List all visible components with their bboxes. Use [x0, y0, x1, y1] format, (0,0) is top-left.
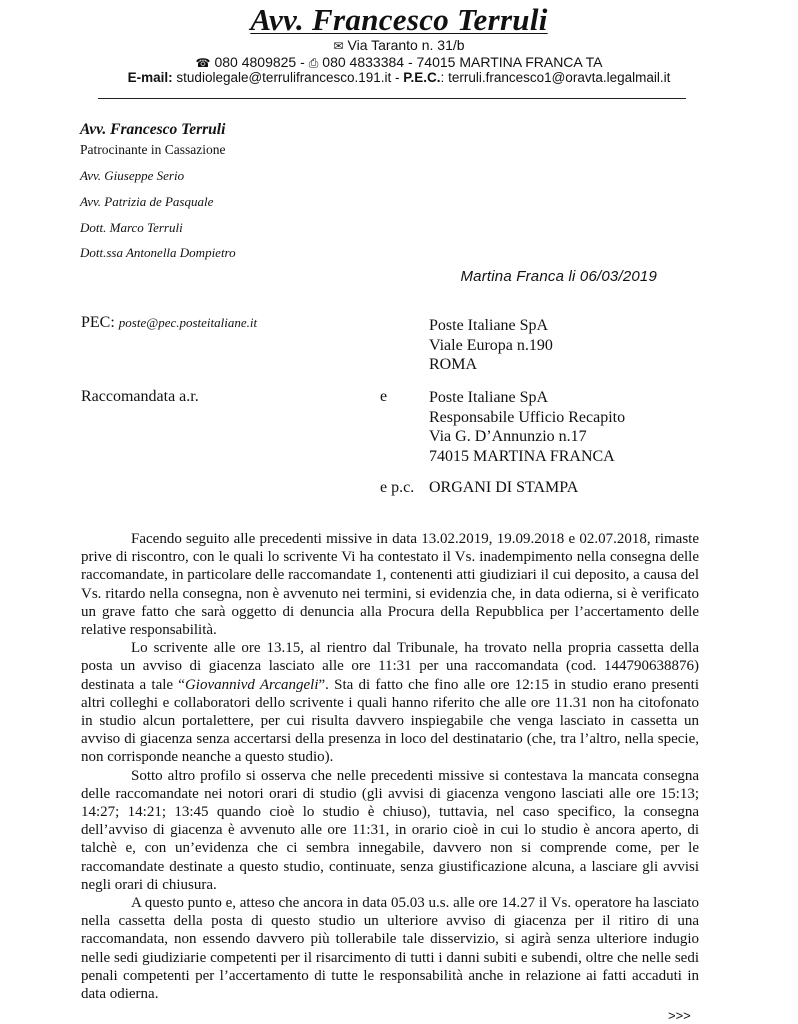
letterhead-email-line: E-mail: studiolegale@terrulifrancesco.191.it - P.E.C.: terruli.francesco1@oravta.legalmail.it — [127, 70, 671, 85]
firm-principal: Avv. Francesco Terruli — [80, 121, 226, 138]
pec-prefix: PEC: — [81, 314, 115, 331]
addressee-name: Giovannivd Arcangeli — [184, 676, 319, 693]
address-line: Responsabile Ufficio Recapito — [429, 408, 626, 426]
address-line: Viale Europa n.190 — [429, 336, 553, 354]
recipient-address-1 — [429, 316, 553, 375]
letterhead-address-line — [0, 37, 798, 53]
address-line: 74015 MARTINA FRANCA — [429, 447, 615, 465]
letterhead-contact-line: ☎ 080 4809825 - ⎙ 080 4833384 - 74015 MARTINA FRANCA TA — [195, 54, 603, 70]
cc-recipient: ORGANI DI STAMPA — [429, 479, 579, 496]
address-line: Poste Italiane SpA — [429, 317, 549, 334]
firm-member: Avv. Giuseppe Serio — [80, 168, 185, 183]
letterhead-pec: terruli.francesco1@oravta.legalmail.it — [448, 70, 671, 85]
recipient-conjunction: e — [380, 388, 388, 405]
fax-icon: ⎙ — [308, 56, 319, 70]
firm-member: Avv. Patrizia de Pasquale — [80, 194, 214, 209]
letterhead-phone: 080 4809825 — [214, 54, 297, 70]
body-paragraph: Facendo seguito alle precedenti missive in data 13.02.2019, 19.09.2018 e 02.07.2018, rimaste prive di riscontro, con le quali lo scrivente Vi ha contestato il Vs. inadempimento nella consegna delle raccomandate, in particolare delle raccomandate 1, contenenti atti giudiziari il cui deposito, a causa del Vs. ritardo nella consegna, non è avvenuto nei termini, si evidenzia che, in data odierna, si è verificato un grave fatto che sarà oggetto di denuncia alla Procura della Repubblica per l’accertamento delle relative responsabilità. — [81, 531, 699, 639]
letterhead-name: Avv. Francesco Terruli — [250, 2, 548, 37]
address-line: Via G. D’Annunzio n.17 — [429, 428, 587, 445]
letter-date: Martina Franca li 06/03/2019 — [460, 268, 657, 285]
email-label: E-mail — [127, 70, 169, 85]
pec-label: P.E.C. — [403, 70, 441, 85]
body-paragraph: Sotto altro profilo si osserva che nelle precedenti missive si contestava la mancata consegna delle raccomandate nei notori orari di studio (gli avvisi di giacenza vengono lasciati alle ore 15:13; 14:27; 14:21; 13:45 quando cioè lo studio è chiuso), tuttavia, nel caso specifico, la consegna dell’avviso di giacenza è avvenuto alle ore 11:31, in orario cioè in cui lo studio è ancora aperto, di talchè e, con un’evidenza che ci sembra innegabile, davvero non si comprende come, per le raccomandate destinate a questo studio, continuate, senza giustificazione alcuna, a lasciare gli avvisi negli orari di chiusura. — [81, 767, 699, 893]
firm-principal-title: Patrocinante in Cassazione — [80, 142, 226, 157]
letterhead-divider — [98, 98, 686, 99]
letterhead-fax: 080 4833384 — [322, 54, 405, 70]
pec-address: poste@pec.posteitaliane.it — [118, 315, 258, 330]
firm-member: Dott.ssa Antonella Dompietro — [80, 245, 236, 260]
recipient-address-2 — [429, 388, 625, 466]
firm-member: Dott. Marco Terruli — [80, 220, 183, 235]
cc-prefix: e p.c. — [380, 479, 415, 496]
letter-body — [81, 530, 699, 1003]
address-line: Poste Italiane SpA — [429, 389, 549, 406]
body-paragraph: Lo scrivente alle ore 13.15, al rientro dal Tribunale, ha trovato nella propria cassetta della posta un avviso di giacenza lasciato alle ore 11:31 per una raccomandata (cod. 144790638876) destinata a tale “Giovannivd Arcangeli”. Sta di fatto che fino alle ore 12:15 in studio erano presenti altri colleghi e collaboratori dello scrivente i quali hanno riferito che alle ore 11.31 non ha citofonato in studio alcun portalettere, per cui risulta davvero inspiegabile che venga lasciato in cassetta un avviso di giacenza senza accertarsi della presenza in loco del destinatario (che, tra l’altro, nella specie, non corrisponde neanche a questo studio). — [81, 640, 699, 766]
delivery-method: Raccomandata a.r. — [81, 388, 199, 405]
envelope-icon: ✉ — [333, 39, 344, 53]
address-line: ROMA — [429, 356, 478, 373]
letterhead-email: studiolegale@terrulifrancesco.191.it — [176, 70, 392, 85]
letterhead-address: Via Taranto n. 31/b — [347, 37, 465, 53]
pec-recipient — [81, 314, 257, 332]
letterhead-city: 74015 MARTINA FRANCA TA — [416, 54, 603, 70]
body-paragraph: A questo punto e, atteso che ancora in data 05.03 u.s. alle ore 14.27 il Vs. operatore ha lasciato nella cassetta della posta di questo studio un ulteriore avviso di giacenza per il ritiro di una raccomandata, non essendo davvero più tollerabile tale disservizio, si agirà senza ulteriore indugio nelle sedi giudiziarie competenti per il risarcimento di tutti i danni subiti e subendi, oltre che nelle sedi penali competenti per l’accertamento di tutte le responsabilità anche in relazione ai fatti accaduti in data odierna. — [81, 895, 699, 1003]
telephone-icon: ☎ — [195, 56, 211, 70]
continuation-marker: >>> — [668, 1008, 691, 1023]
